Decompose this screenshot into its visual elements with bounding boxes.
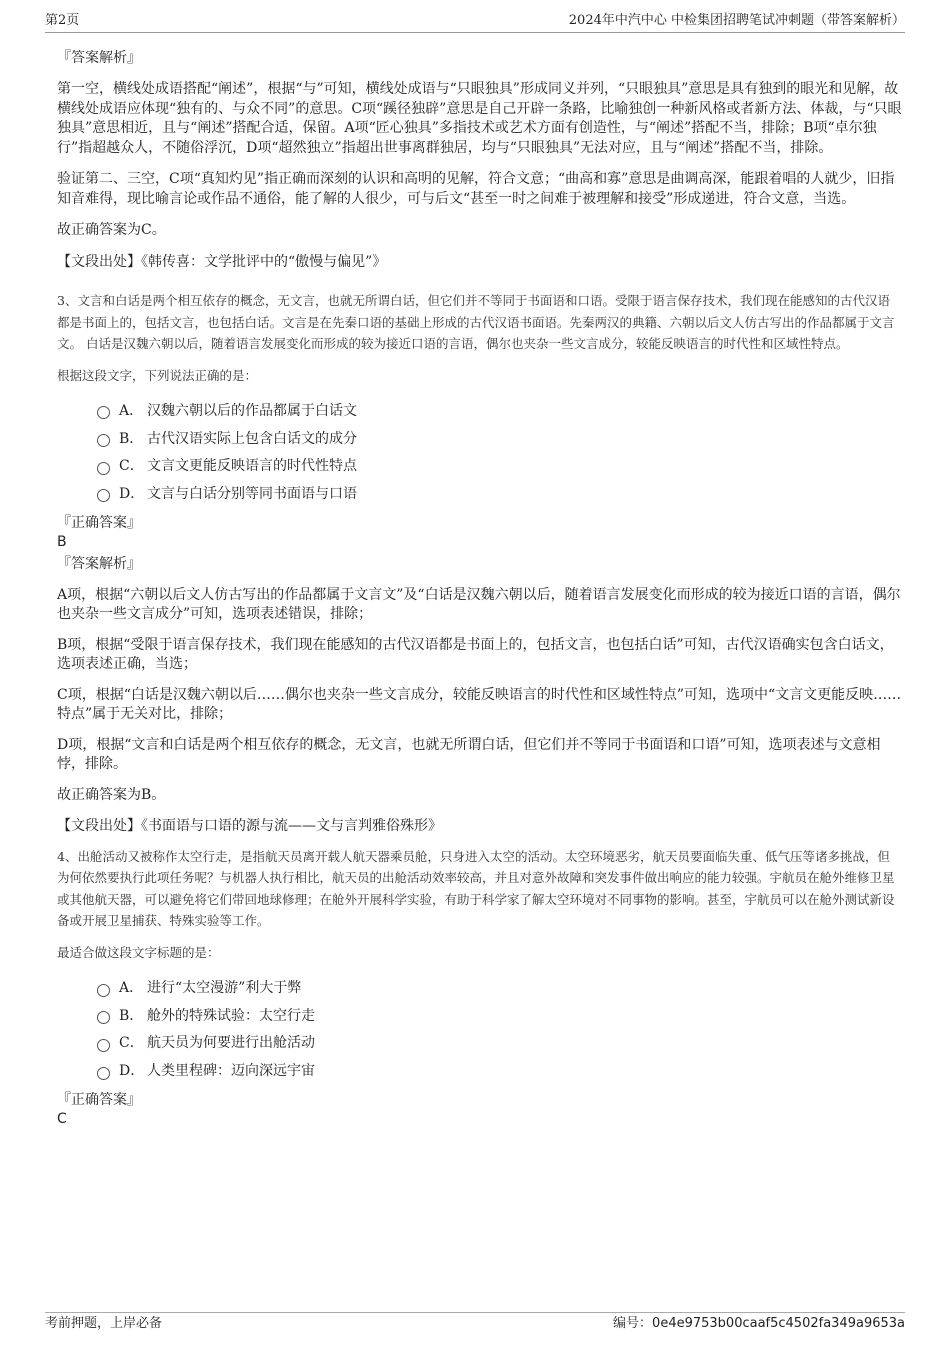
question-prompt: 最适合做这段文字标题的是： bbox=[57, 944, 220, 960]
option-text: 文言与白话分别等同书面语与口语 bbox=[147, 485, 357, 502]
page-content bbox=[57, 48, 902, 1129]
option-text: 古代汉语实际上包含白话文的成分 bbox=[147, 430, 357, 447]
code-value: 0e4e9753b00caaf5c4502fa349a9653a bbox=[652, 1316, 905, 1331]
radio-icon[interactable] bbox=[97, 406, 110, 419]
answer-label: 『正确答案』 bbox=[57, 514, 141, 531]
option-letter: D． bbox=[119, 485, 145, 502]
analysis-paragraph: C项，根据“白话是汉魏六朝以后……偶尔也夹杂一些文言成分，较能反映语言的时代性和区域性特点”可知，选项中“文言文更能反映……特点”属于无关对比，排除； bbox=[57, 686, 902, 723]
option-c[interactable] bbox=[97, 1029, 902, 1057]
page-footer bbox=[45, 1312, 905, 1337]
option-a[interactable] bbox=[97, 973, 902, 1001]
analysis-paragraph: A项，根据“六朝以后文人仿古写出的作品都属于文言文”及“白话是汉魏六朝以后，随着语言发展变化而形成的较为接近口语的言语，偶尔也夹杂一些文言成分”可知，选项表述错误，排除； bbox=[57, 586, 901, 623]
option-b[interactable] bbox=[97, 1001, 902, 1029]
analysis-paragraph: B项，根据“受限于语言保存技术，我们现在能感知的古代汉语都是书面上的，包括文言，也包括白话”可知，古代汉语确实包含白话文，选项表述正确，当选； bbox=[57, 636, 894, 673]
options-list bbox=[97, 396, 902, 507]
option-letter: A． bbox=[119, 402, 144, 419]
footer-slogan: 考前押题，上岸必备 bbox=[45, 1316, 163, 1331]
radio-icon[interactable] bbox=[97, 434, 110, 447]
option-b[interactable] bbox=[97, 424, 902, 452]
analysis-paragraph: 第一空，横线处成语搭配“阐述”，根据“与”可知，横线处成语与“只眼独具”形成同义并列，“只眼独具”意思是具有独到的眼光和见解，故横线处成语应体现“独有的、与众不同”的意思。C项“蹊径独辟”意思是自己开辟一条路，比喻独创一种新风格或者新方法、体裁，与“只眼独具”意思相近，且与“阐述”搭配合适，保留。A项“匠心独具”多指技术或艺术方面有创造性，与“阐述”搭配不当，排除；B项“卓尔独行”指超越众人，不随俗浮沉，D项“超然独立”指超出世事离群独居，均与“只眼独具”无法对应，且与“阐述”搭配不当，排除。 bbox=[57, 81, 902, 156]
page-number: 第2页 bbox=[45, 13, 80, 28]
question-prompt: 根据这段文字，下列说法正确的是： bbox=[57, 367, 258, 383]
answer-value: C bbox=[57, 1111, 67, 1127]
radio-icon[interactable] bbox=[97, 984, 110, 997]
analysis-label: 『答案解析』 bbox=[57, 555, 141, 572]
radio-icon[interactable] bbox=[97, 1011, 110, 1024]
option-letter: C． bbox=[119, 458, 144, 475]
answer-value: B bbox=[57, 533, 67, 550]
option-c[interactable] bbox=[97, 451, 902, 479]
option-text: 人类里程碑：迈向深远宇宙 bbox=[147, 1063, 315, 1080]
option-d[interactable] bbox=[97, 1056, 902, 1084]
option-a[interactable] bbox=[97, 396, 902, 424]
option-letter: A． bbox=[119, 980, 144, 997]
option-letter: C． bbox=[119, 1035, 144, 1052]
question-stem: 4、出舱活动又被称作太空行走，是指航天员离开载人航天器乘员舱，只身进入太空的活动。太空环境恶劣，航天员要面临失重、低气压等诸多挑战，但为何依然要执行此项任务呢？与机器人执行相比，航天员的出舱活动效率较高，并且对意外故障和突发事件做出响应的能力较强。宇航员在舱外维修卫星或其他航天器，可以避免将它们带回地球修理；在舱外开展科学实验，有助于科学家了解太空环境对不同事物的影响。甚至，宇航员可以在舱外测试新设备或开展卫星捕获、特殊实验等工作。 bbox=[57, 848, 895, 929]
option-text: 文言文更能反映语言的时代性特点 bbox=[147, 458, 357, 475]
analysis-label: 『答案解析』 bbox=[57, 50, 141, 66]
source-citation: 【文段出处】《书面语与口语的源与流——文与言判雅俗殊形》 bbox=[57, 818, 442, 835]
radio-icon[interactable] bbox=[97, 489, 110, 502]
document-code bbox=[613, 1313, 905, 1335]
option-text: 舱外的特殊试验：太空行走 bbox=[147, 1007, 315, 1024]
analysis-conclusion: 故正确答案为B。 bbox=[57, 786, 166, 803]
analysis-conclusion: 故正确答案为C。 bbox=[57, 222, 166, 238]
option-letter: B． bbox=[119, 430, 144, 447]
options-list bbox=[97, 973, 902, 1084]
page-header bbox=[45, 12, 905, 33]
code-label: 编号： bbox=[613, 1316, 653, 1331]
analysis-paragraph: D项，根据“文言和白话是两个相互依存的概念，无文言，也就无所谓白话，但它们并不等同于书面语和口语”可知，选项表述与文意相悖，排除。 bbox=[57, 736, 881, 773]
radio-icon[interactable] bbox=[97, 1067, 110, 1080]
answer-label: 『正确答案』 bbox=[57, 1092, 141, 1108]
option-d[interactable] bbox=[97, 479, 902, 507]
radio-icon[interactable] bbox=[97, 1039, 110, 1052]
option-letter: D． bbox=[119, 1063, 145, 1080]
analysis-paragraph: 验证第二、三空，C项“真知灼见”指正确而深刻的认识和高明的见解，符合文意；“曲高和寡”意思是曲调高深，能跟着唱的人就少，旧指知音难得，现比喻言论或作品不通俗，能了解的人很少，可与后文“甚至一时之间难于被理解和接受”形成递进，符合文意，当选。 bbox=[57, 171, 895, 207]
radio-icon[interactable] bbox=[97, 462, 110, 475]
option-text: 进行“太空漫游”利大于弊 bbox=[147, 980, 302, 997]
question-stem: 3、文言和白话是两个相互依存的概念，无文言，也就无所谓白话，但它们并不等同于书面语和口语。受限于语言保存技术，我们现在能感知的古代汉语都是书面上的，包括文言，也包括白话。文言是在先秦口语的基础上形成的古代汉语书面语。先秦两汉的典籍、六朝以后文人仿古写出的作品都属于文言文。 白话是汉魏六朝以后，随着语言发展变化而形成的较为接近口语的言语，偶尔也夹杂一些文言成分，较能反映语言的时代性和区域性特点。 bbox=[57, 293, 895, 351]
option-text: 航天员为何要进行出舱活动 bbox=[147, 1035, 315, 1052]
option-letter: B． bbox=[119, 1007, 144, 1024]
source-citation: 【文段出处】《韩传喜：文学批评中的“傲慢与偏见”》 bbox=[57, 253, 387, 270]
option-text: 汉魏六朝以后的作品都属于白话文 bbox=[147, 402, 357, 419]
document-title: 2024年中汽中心 中检集团招聘笔试冲刺题（带答案解析） bbox=[568, 13, 905, 28]
